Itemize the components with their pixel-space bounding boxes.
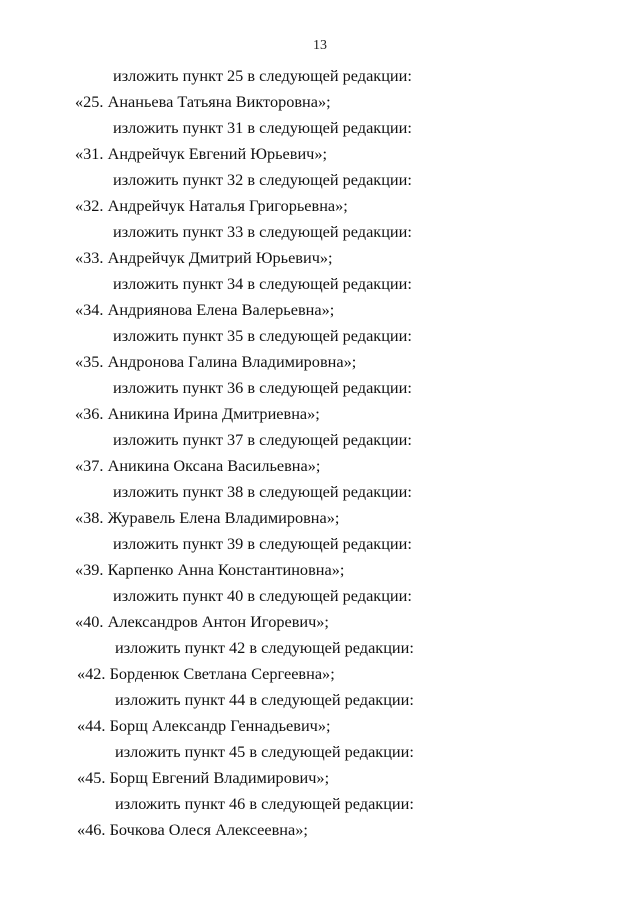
amendment-entry: «38. Журавель Елена Владимировна»; [75, 508, 340, 527]
amendment-instruction: изложить пункт 45 в следующей редакции: [115, 742, 414, 761]
page-number: 13 [313, 38, 327, 53]
amendment-entry: «40. Александров Антон Игоревич»; [75, 612, 329, 631]
amendment-entry: «42. Борденюк Светлана Сергеевна»; [77, 664, 335, 683]
amendment-entry: «35. Андронова Галина Владимировна»; [75, 352, 357, 371]
amendment-instruction: изложить пункт 35 в следующей редакции: [113, 326, 412, 345]
amendment-entry: «25. Ананьева Татьяна Викторовна»; [75, 92, 331, 111]
amendment-instruction: изложить пункт 40 в следующей редакции: [113, 586, 412, 605]
amendment-instruction: изложить пункт 31 в следующей редакции: [113, 118, 412, 137]
amendment-instruction: изложить пункт 46 в следующей редакции: [115, 794, 414, 813]
amendment-instruction: изложить пункт 33 в следующей редакции: [113, 222, 412, 241]
amendment-entry: «46. Бочкова Олеся Алексеевна»; [77, 820, 308, 839]
amendment-instruction: изложить пункт 32 в следующей редакции: [113, 170, 412, 189]
amendment-instruction: изложить пункт 36 в следующей редакции: [113, 378, 412, 397]
amendment-instruction: изложить пункт 34 в следующей редакции: [113, 274, 412, 293]
amendment-entry: «32. Андрейчук Наталья Григорьевна»; [75, 196, 348, 215]
amendment-entry: «45. Борщ Евгений Владимирович»; [77, 768, 330, 787]
amendment-instruction: изложить пункт 44 в следующей редакции: [115, 690, 414, 709]
amendment-entry: «34. Андриянова Елена Валерьевна»; [75, 300, 335, 319]
amendment-instruction: изложить пункт 42 в следующей редакции: [115, 638, 414, 657]
amendment-entry: «31. Андрейчук Евгений Юрьевич»; [75, 144, 328, 163]
amendment-entry: «33. Андрейчук Дмитрий Юрьевич»; [75, 248, 333, 267]
amendment-entry: «36. Аникина Ирина Дмитриевна»; [75, 404, 320, 423]
amendment-instruction: изложить пункт 38 в следующей редакции: [113, 482, 412, 501]
amendment-instruction: изложить пункт 39 в следующей редакции: [113, 534, 412, 553]
amendment-entry: «37. Аникина Оксана Васильевна»; [75, 456, 321, 475]
amendment-instruction: изложить пункт 25 в следующей редакции: [113, 66, 412, 85]
amendment-instruction: изложить пункт 37 в следующей редакции: [113, 430, 412, 449]
amendment-entry: «39. Карпенко Анна Константиновна»; [75, 560, 345, 579]
amendment-entry: «44. Борщ Александр Геннадьевич»; [77, 716, 331, 735]
